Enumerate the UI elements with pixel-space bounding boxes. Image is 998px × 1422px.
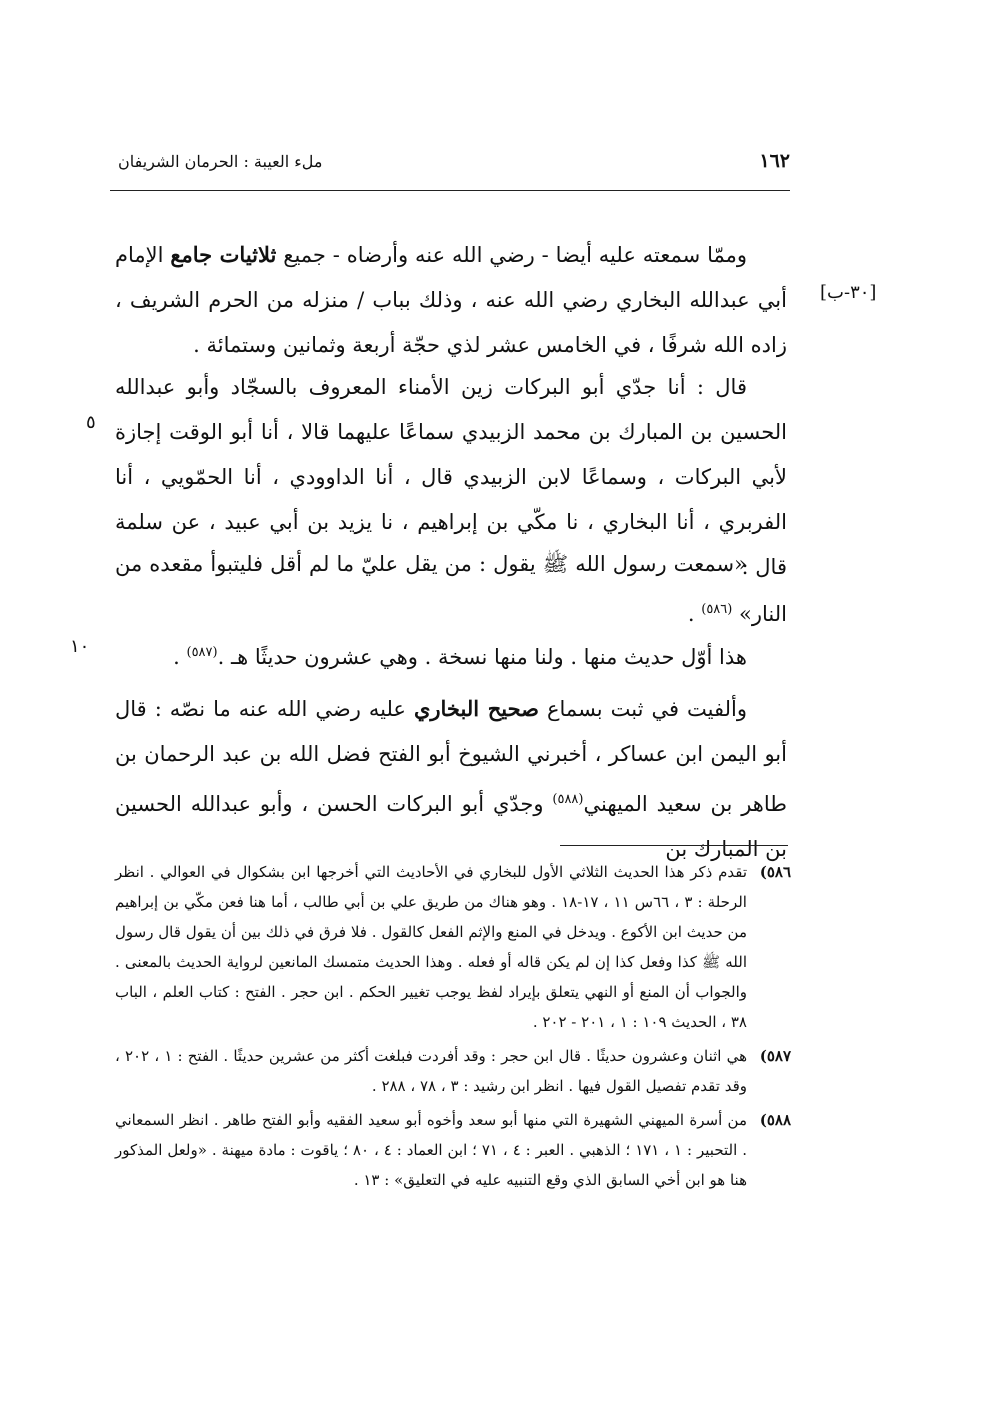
p2-text: قال : أنا جدّي أبو البركات زين الأمناء المعروف بالسجّاد وأبو عبدالله الحسين بن المبارك بن محمد الزبيدي سماعًا عليهما قالا ، أنا أبو الوقت إجازة لأبي البركات ، وسماعًا لابن الزبيدي قال ، أنا الداوودي ، أنا الحمّويي ، أنا الفربري ، أنا البخاري ، نا مكّي بن إبراهيم ، نا يزيد بن أبي عبيد ، عن سلمة قال : — [115, 375, 787, 579]
header-rule — [110, 190, 790, 191]
line-number-5: ٥ — [86, 412, 96, 433]
p4-end: . — [173, 645, 187, 669]
footnotes — [115, 857, 791, 1199]
footnote-number: ٥٨٨) — [759, 1111, 791, 1129]
footnote-text: من أسرة الميهني الشهيرة التي منها أبو سعد وأخوه أبو سعيد الفقيه وأبو الفتح طاهر . انظر السمعاني . التحبير : ١ ، ١٧١ ؛ الذهبي . العبر : ٤ ، ٧١ ؛ ابن العماد : ٤ ، ٨٠ ؛ ياقوت : مادة ميهنة . «ولعل المذكور هنا هو ابن أخي السابق الذي وقع التنبيه عليه في التعليق» : ١٣ . — [115, 1111, 747, 1189]
footnote-ref-586: (٥٨٦) — [701, 602, 733, 617]
footnote-586 — [115, 857, 791, 1037]
footnote-number: ٥٨٦) — [759, 863, 791, 881]
p3-text: «سمعت رسول الله ﷺ يقول : من يقل عليّ ما لم أقل فليتبوأ مقعده من النار» — [115, 552, 787, 626]
running-title: ملء العيبة : الحرمان الشريفان — [118, 152, 323, 171]
p3-end: . — [687, 602, 702, 626]
folio-reference: [٣٠-ب] — [820, 282, 877, 303]
p5-bold-title: صحيح البخاري — [413, 696, 539, 721]
p5-text-a: وألفيت في ثبت بسماع — [538, 697, 747, 721]
paragraph-4 — [115, 630, 787, 680]
footnote-separator — [560, 845, 788, 846]
p5-text-d: وجدّي أبو البركات الحسن ، وأبو عبدالله الحسين بن المبارك بن — [115, 792, 787, 861]
p5-text-c: عليه رضي الله عنه ما نصّه : قال أبو اليمن ابن عساكر ، أخبرني الشيوخ أبو الفتح فضل الله بن عبد الرحمان بن طاهر بن سعيد الميهني — [115, 697, 787, 816]
p1-text-a: وممّا سمعته عليه أيضا - رضي الله عنه وأرضاه - جميع — [276, 243, 747, 267]
paragraph-1 — [115, 232, 787, 368]
p1-bold-title: ثلاثيات جامع — [170, 242, 277, 267]
footnote-ref-588: (٥٨٨) — [552, 792, 584, 807]
paragraph-3 — [115, 542, 787, 637]
footnote-ref-587: (٥٨٧) — [186, 645, 218, 660]
footnote-587 — [115, 1041, 791, 1101]
page-number: ١٦٢ — [759, 150, 790, 172]
p1-text-c: الإمام أبي عبدالله البخاري رضي الله عنه ، وذلك بباب / منزله من الحرم الشريف ، زاده الله شرفًا ، في الخامس عشر لذي حجّة أربعة وثمانين وستمائة . — [115, 243, 787, 357]
footnote-588 — [115, 1105, 791, 1195]
p4-text: هذا أوّل حديث منها . ولنا منها نسخة . وهي عشرون حديثًا هـ . — [217, 645, 747, 669]
footnote-text: تقدم ذكر هذا الحديث الثلاثي الأول للبخاري في الأحاديث التي أخرجها ابن بشكوال في العوالي . انظر الرحلة : ٣ ، ٦٦س ١١ ، ١٧-١٨ . وهو هناك من طريق علي بن أبي طالب ، أما هنا فعن مكّي بن إبراهيم من حديث ابن الأكوع . ويدخل في المنع والإثم الفعل كالقول . فلا فرق في ذلك بين أن يقول قال رسول الله ﷺ كذا وفعل كذا إن لم يكن قاله أو فعله . وهذا الحديث متمسك المانعين لرواية الحديث بالمعنى . والجواب أن المنع أو النهي يتعلق بإيراد لفظ يوجب تغيير الحكم . ابن حجر . الفتح : كتاب العلم ، الباب ٣٨ ، الحديث ١٠٩ : ١ ، ٢٠١ - ٢٠٢ . — [115, 863, 747, 1031]
running-header — [110, 150, 790, 184]
footnote-text: هي اثنان وعشرون حديثًا . قال ابن حجر : وقد أفردت فبلغت أكثر من عشرين حديثًا . الفتح : ١ ، ٢٠٢ ، وقد تقدم تفصيل القول فيها . انظر ابن رشيد : ٣ ، ٧٨ ، ٢٨٨ . — [115, 1047, 748, 1095]
line-number-10: ١٠ — [70, 636, 90, 657]
footnote-number: ٥٨٧) — [759, 1047, 791, 1065]
